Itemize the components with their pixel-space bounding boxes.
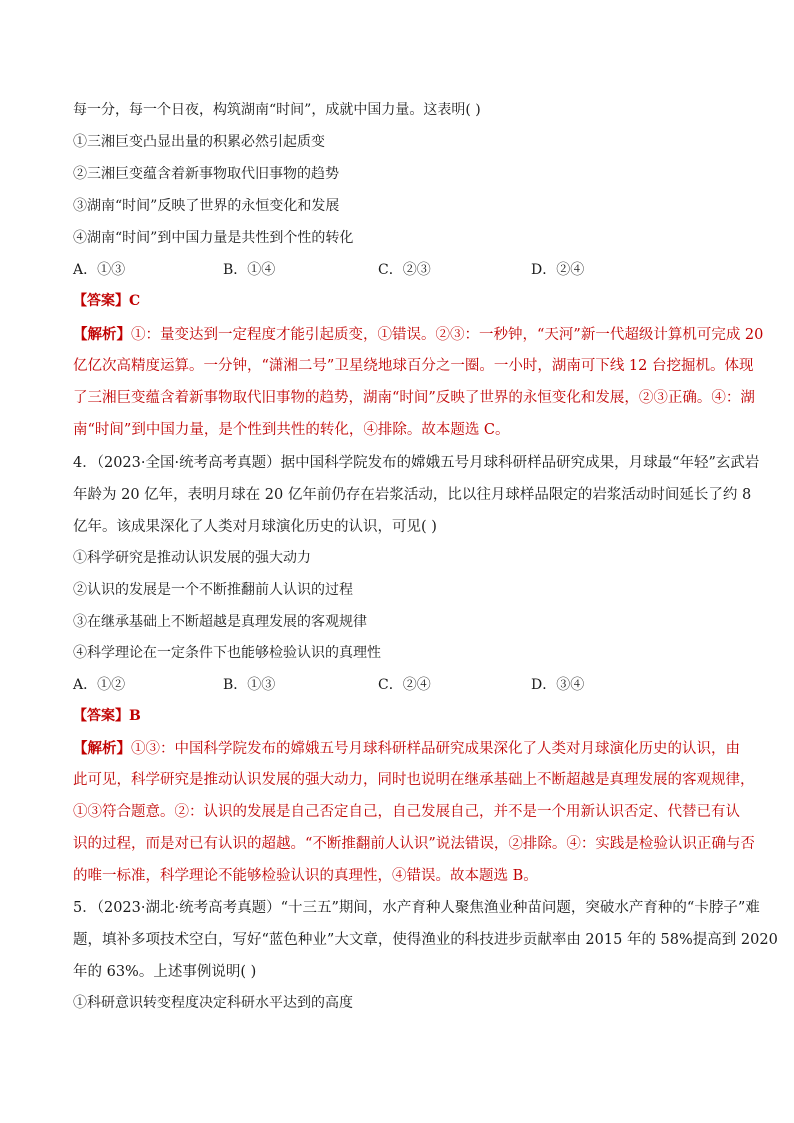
q4-analysis-line-3: ①③符合题意。②：认识的发展是自己否定自己，自己发展自己，并不是一个用新认识否定、代替已有认 <box>73 804 740 820</box>
q4-analysis-text-1: ①③：中国科学院发布的嫦娥五号月球科研样品研究成果深化了人类对月球演化历史的认识，由 <box>131 741 740 757</box>
q4-answer <box>73 706 141 726</box>
q3-statement-4: ④湖南“时间”到中国力量是共性到个性的转化 <box>73 230 354 246</box>
q3-stem-tail: 每一分，每一个日夜，构筑湖南“时间”，成就中国力量。这表明( ) <box>73 102 481 118</box>
q4-analysis-label: 【解析】 <box>73 740 131 757</box>
q4-statement-1: ①科学研究是推动认识发展的强大动力 <box>73 550 311 566</box>
q4-analysis-line-1 <box>73 739 740 759</box>
q4-stem-line-1: 4．（2023·全国·统考高考真题）据中国科学院发布的嫦娥五号月球科研样品研究成果，月球最“年轻”玄武岩 <box>73 455 760 471</box>
q4-option-a: A．①② <box>73 677 126 693</box>
q4-answer-value: B <box>129 708 141 724</box>
q4-stem-line-2: 年龄为 20 亿年，表明月球在 20 亿年前仍存在岩浆活动，比以往月球样品限定的岩浆活动时间延长了约 8 <box>73 487 752 503</box>
q4-stem-line-3: 亿年。该成果深化了人类对月球演化历史的认识，可见( ) <box>73 519 437 535</box>
q3-analysis-line-1 <box>73 325 763 345</box>
q3-analysis-line-3: 了三湘巨变蕴含着新事物取代旧事物的趋势，湖南“时间”反映了世界的永恒变化和发展，②③正确。④：湖 <box>73 390 755 406</box>
q3-option-c: C．②③ <box>378 262 431 278</box>
q4-option-c: C．②④ <box>378 677 431 693</box>
q5-stem-line-1: 5．（2023·湖北·统考高考真题）“十三五”期间，水产育种人聚焦渔业种苗问题，突破水产育种的“卡脖子”难 <box>73 900 760 916</box>
q3-option-d: D．②④ <box>531 262 585 278</box>
q3-statement-3: ③湖南“时间”反映了世界的永恒变化和发展 <box>73 198 340 214</box>
q3-option-a: A．①③ <box>73 262 126 278</box>
q4-statement-2: ②认识的发展是一个不断推翻前人认识的过程 <box>73 582 353 598</box>
q4-analysis-line-2: 此可见，科学研究是推动认识发展的强大动力，同时也说明在继承基础上不断超越是真理发展的客观规律， <box>73 772 755 788</box>
q3-answer <box>73 291 140 311</box>
q4-analysis-line-5: 的唯一标准，科学理论不能够检验认识的真理性，④错误。故本题选 B。 <box>73 868 538 884</box>
q4-statement-4: ④科学理论在一定条件下也能够检验认识的真理性 <box>73 645 381 661</box>
q3-option-b: B．①④ <box>223 262 276 278</box>
q3-statement-2: ②三湘巨变蕴含着新事物取代旧事物的趋势 <box>73 166 339 182</box>
q3-analysis-label: 【解析】 <box>73 326 131 343</box>
q3-answer-value: C <box>129 293 141 309</box>
q4-statement-3: ③在继承基础上不断超越是真理发展的客观规律 <box>73 614 367 630</box>
q4-option-b: B．①③ <box>223 677 276 693</box>
q4-option-d: D．③④ <box>531 677 585 693</box>
q3-analysis-line-4: 南“时间”到中国力量，是个性到共性的转化，④排除。故本题选 C。 <box>73 422 510 438</box>
q5-stem-line-2: 题，填补多项技术空白，写好“蓝色种业”大文章，使得渔业的科技进步贡献率由 2015 年的 58%提高到 2020 <box>73 932 778 948</box>
q3-analysis-text-1: ①：量变达到一定程度才能引起质变，①错误。②③：一秒钟，“天河”新一代超级计算机可完成 20 <box>131 327 764 343</box>
q5-stem-line-3: 年的 63%。上述事例说明( ) <box>73 964 257 980</box>
q4-analysis-line-4: 识的过程，而是对已有认识的超越。“不断推翻前人认识”说法错误，②排除。④：实践是检验认识正确与否 <box>73 836 755 852</box>
q5-statement-1: ①科研意识转变程度决定科研水平达到的高度 <box>73 995 353 1011</box>
q3-analysis-line-2: 亿亿次高精度运算。一分钟，“潇湘二号”卫星绕地球百分之一圈。一小时，湖南可下线 12 台挖掘机。体现 <box>73 358 754 374</box>
q3-answer-label: 【答案】 <box>73 293 129 309</box>
q4-answer-label: 【答案】 <box>73 708 129 724</box>
q3-statement-1: ①三湘巨变凸显出量的积累必然引起质变 <box>73 134 325 150</box>
